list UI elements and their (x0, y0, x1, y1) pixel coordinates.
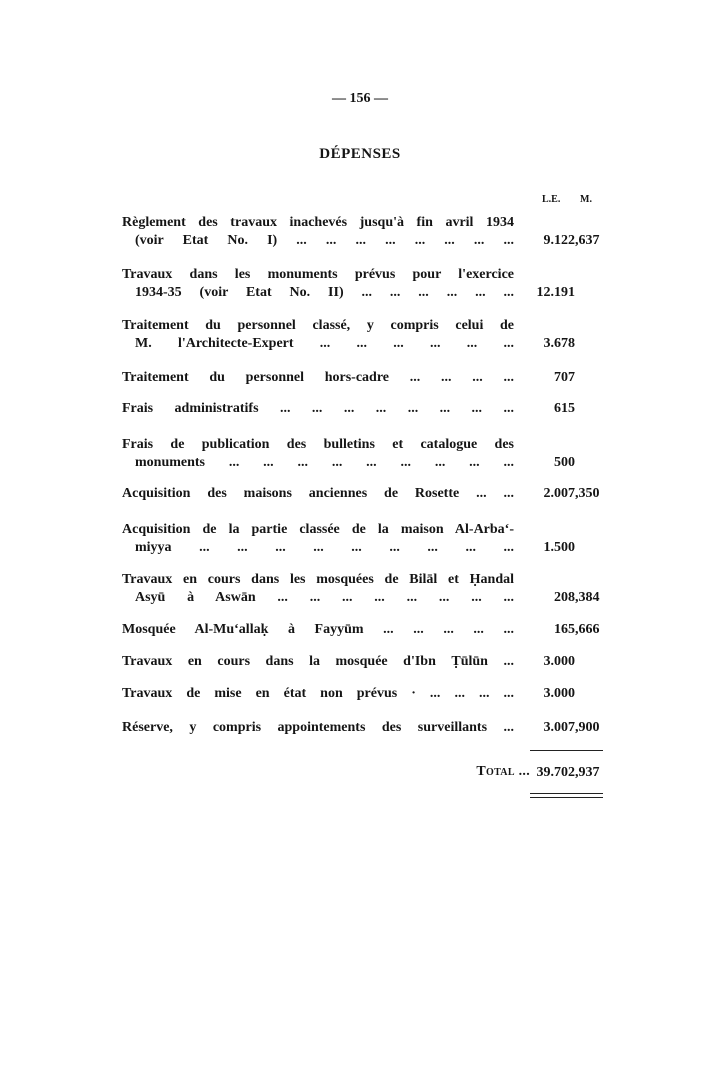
entry-line: Travaux de mise en état non prévus · ... ... ... ... (122, 686, 514, 701)
page-title: DÉPENSES (319, 146, 401, 162)
amount-le: 9.122 (543, 233, 575, 248)
column-header-le: L.E. (542, 194, 561, 205)
expense-entry (122, 317, 514, 353)
entry-line: Règlement des travaux inachevés jusqu'à fin avril 1934 (122, 215, 514, 230)
entry-line: Frais de publication des bulletins et catalogue des (122, 437, 514, 452)
amount-le: 2.007 (543, 486, 575, 501)
amount-le: 1.500 (543, 540, 575, 555)
entry-line: Mosquée Al-Muʻallaḳ à Fayyūm ... ... ... ... ... (122, 622, 514, 637)
expense-entry (122, 436, 514, 472)
expense-entry (122, 571, 514, 607)
expense-entry (122, 685, 514, 703)
expense-entry (122, 621, 514, 639)
amount-m: ,350 (575, 486, 600, 501)
entry-line: Travaux dans les monuments prévus pour l'exercice (122, 267, 514, 282)
expense-entry (122, 719, 514, 737)
entry-line: monuments ... ... ... ... ... ... ... ... ... (135, 455, 514, 470)
entry-line: Asyū à Aswān ... ... ... ... ... ... ... ... (135, 590, 514, 605)
entry-line: Acquisition des maisons anciennes de Rosette ... ... (122, 486, 514, 501)
amount-le: 3.678 (543, 336, 575, 351)
entry-line: Traitement du personnel hors-cadre ... ... ... ... (122, 370, 514, 385)
total-label: Total ... (476, 764, 530, 779)
expense-entry (122, 521, 514, 557)
amount-m: ,666 (575, 622, 600, 637)
entry-line: Traitement du personnel classé, y compris celui de (122, 318, 514, 333)
amount-le: 208 (554, 590, 575, 605)
total-m: ,937 (575, 765, 600, 780)
amount-m: ,900 (575, 720, 600, 735)
entry-line: (voir Etat No. I) ... ... ... ... ... ... ... ... (135, 233, 514, 248)
expense-entry (122, 400, 514, 418)
expense-entry (122, 214, 514, 250)
expense-entry (122, 369, 514, 387)
entry-line: 1934-35 (voir Etat No. II) ... ... ... ... ... ... (135, 285, 514, 300)
entry-line: Acquisition de la partie classée de la maison Al-Arbaʻ- (122, 522, 514, 537)
amount-le: 707 (554, 370, 575, 385)
amount-le: 165 (554, 622, 575, 637)
expense-entry (122, 266, 514, 302)
amount-m: ,637 (575, 233, 600, 248)
amount-le: 3.000 (543, 686, 575, 701)
double-rule-top (530, 793, 603, 794)
entry-line: Travaux en cours dans la mosquée d'Ibn Ṭūlūn ... (122, 654, 514, 669)
total-le: 39.702 (536, 765, 575, 780)
amount-le: 3.007 (543, 720, 575, 735)
expense-entry (122, 653, 514, 671)
column-header-m: M. (580, 194, 592, 205)
amount-le: 500 (554, 455, 575, 470)
amount-le: 3.000 (543, 654, 575, 669)
entry-line: Frais administratifs ... ... ... ... ... ... ... ... (122, 401, 514, 416)
entry-line: M. l'Architecte-Expert ... ... ... ... ... ... (135, 336, 514, 351)
double-rule-bottom (530, 797, 603, 798)
amount-le: 12.191 (536, 285, 575, 300)
amount-m: ,384 (575, 590, 600, 605)
entry-line: miyya ... ... ... ... ... ... ... ... ... (135, 540, 514, 555)
sum-rule (530, 750, 603, 751)
expense-entry (122, 485, 514, 503)
page-number: — 156 — (332, 91, 388, 106)
amount-le: 615 (554, 401, 575, 416)
entry-line: Travaux en cours dans les mosquées de Bilāl et Ḥandal (122, 572, 514, 587)
entry-line: Réserve, y compris appointements des surveillants ... (122, 720, 514, 735)
